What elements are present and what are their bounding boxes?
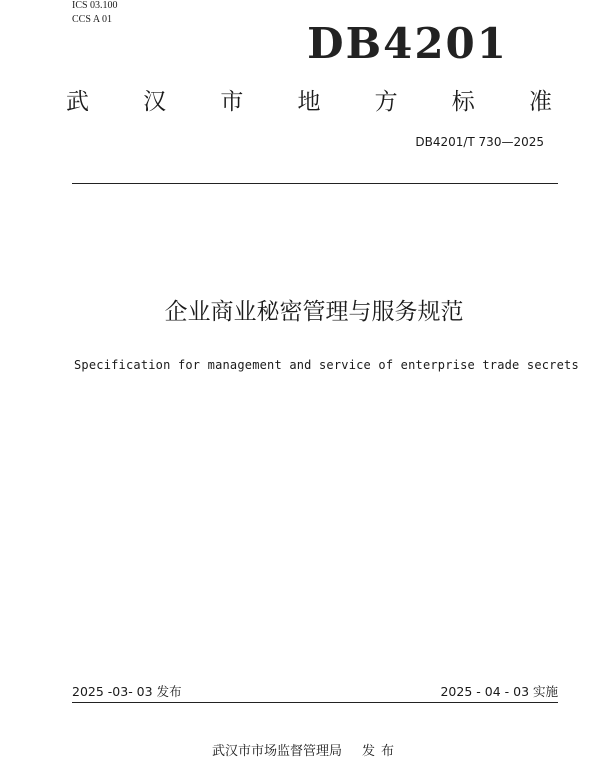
standard-category <box>66 86 552 118</box>
publisher-line <box>0 742 600 762</box>
category-char: 准 <box>528 89 552 115</box>
category-char: 方 <box>374 89 398 115</box>
category-char: 武 <box>66 89 89 115</box>
document-title-chinese: 企业商业秘密管理与服务规范 <box>164 299 464 325</box>
issue-date: 2025 -03- 03 发布 <box>72 684 182 699</box>
bottom-divider <box>72 702 558 703</box>
document-title-english: Specification for management and service of enterprise trade secrets <box>74 358 579 372</box>
publisher-name: 武汉市市场监督管理局 <box>211 744 342 759</box>
ics-code: ICS 03.100 <box>72 0 118 11</box>
publish-action: 发布 <box>362 744 401 759</box>
implementation-date: 2025 - 04 - 03 实施 <box>440 684 558 699</box>
ccs-code: CCS A 01 <box>72 14 113 25</box>
category-char: 标 <box>451 89 475 115</box>
category-char: 市 <box>220 89 244 115</box>
top-divider <box>72 183 558 184</box>
standard-number: DB4201/T 730—2025 <box>415 135 544 149</box>
category-char: 汉 <box>143 89 167 115</box>
category-char: 地 <box>297 89 321 115</box>
standard-mark: DB4201 <box>307 19 508 68</box>
